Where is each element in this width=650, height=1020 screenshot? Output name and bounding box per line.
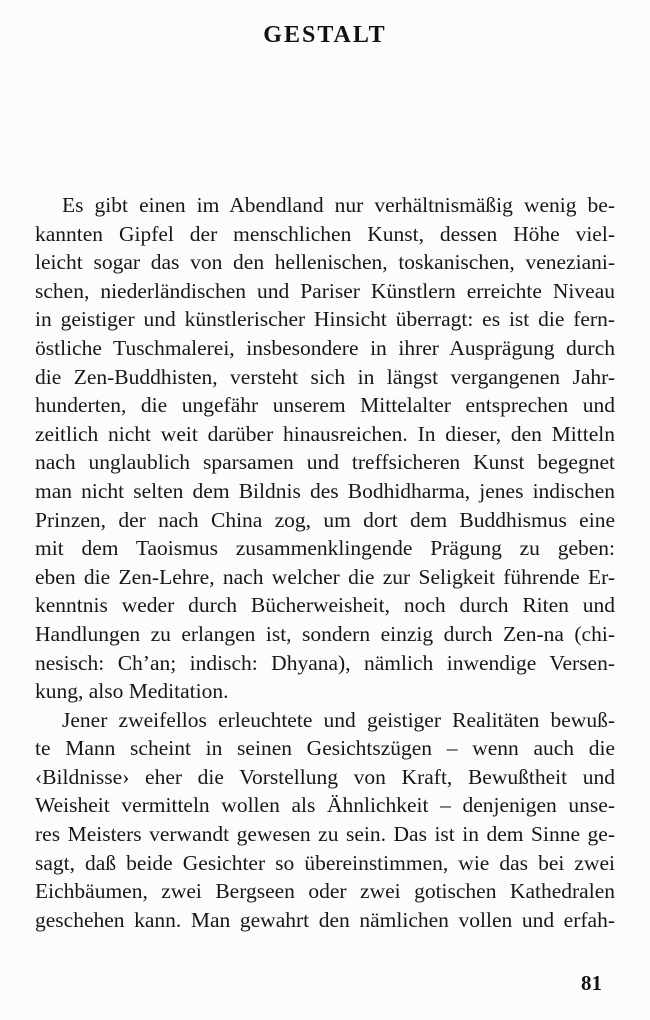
text-line: Es gibt einen im Abendland nur verhältnismäßig wenig be- (62, 193, 615, 217)
text-line: Eichbäumen, zwei Bergseen oder zwei gotischen Kathedralen (35, 879, 615, 904)
text-line: leicht sogar das von den hellenischen, toskanischen, veneziani- (35, 250, 615, 275)
text-line: Weisheit vermitteln wollen als Ähnlichkeit – denjenigen unse- (35, 793, 615, 818)
text-line: mit dem Taoismus zusammenklingende Prägung zu geben: (35, 536, 615, 561)
text-line: ‹Bildnisse› eher die Vorstellung von Kraft, Bewußtheit und (35, 764, 615, 789)
text-line: kannten Gipfel der menschlichen Kunst, dessen Höhe viel- (35, 221, 615, 246)
text-line: res Meisters verwandt gewesen zu sein. Das ist in dem Sinne ge- (35, 822, 615, 847)
text-line: Handlungen zu erlangen ist, sondern einzig durch Zen-na (chi- (35, 621, 615, 646)
text-line: nach unglaublich sparsamen und treffsicheren Kunst begegnet (35, 450, 615, 475)
text-line: kenntnis weder durch Bücherweisheit, noch durch Riten und (35, 593, 615, 618)
text-line: hunderten, die ungefähr unserem Mittelalter entsprechen und (35, 393, 615, 418)
page-number: 81 (581, 971, 602, 995)
text-line: Jener zweifellos erleuchtete und geistiger Realitäten bewuß- (62, 707, 615, 732)
body-text (35, 191, 615, 934)
text-line: schen, niederländischen und Pariser Künstlern erreichte Niveau (35, 278, 615, 303)
text-line: te Mann scheint in seinen Gesichtszügen – wenn auch die (35, 736, 615, 761)
text-line: kung, also Meditation. (35, 679, 229, 704)
chapter-title: GESTALT (263, 22, 387, 48)
text-line: zeitlich nicht weit darüber hinausreichen. In dieser, den Mitteln (35, 421, 615, 446)
text-line: die Zen-Buddhisten, versteht sich in längst vergangenen Jahr- (35, 364, 615, 389)
paragraph (35, 706, 615, 935)
paragraph (35, 191, 615, 706)
text-line: eben die Zen-Lehre, nach welcher die zur Seligkeit führende Er- (35, 564, 615, 589)
text-line: in geistiger und künstlerischer Hinsicht überragt: es ist die fern- (35, 307, 615, 332)
text-line: sagt, daß beide Gesichter so übereinstimmen, wie das bei zwei (35, 850, 615, 875)
text-line: nesisch: Ch’an; indisch: Dhyana), nämlich inwendige Versen- (35, 650, 615, 675)
text-line: Prinzen, der nach China zog, um dort dem Buddhismus eine (35, 507, 615, 532)
text-line: östliche Tuschmalerei, insbesondere in ihrer Ausprägung durch (35, 335, 615, 360)
text-line: geschehen kann. Man gewahrt den nämlichen vollen und erfah- (35, 907, 615, 932)
text-line: man nicht selten dem Bildnis des Bodhidharma, jenes indischen (35, 478, 615, 503)
